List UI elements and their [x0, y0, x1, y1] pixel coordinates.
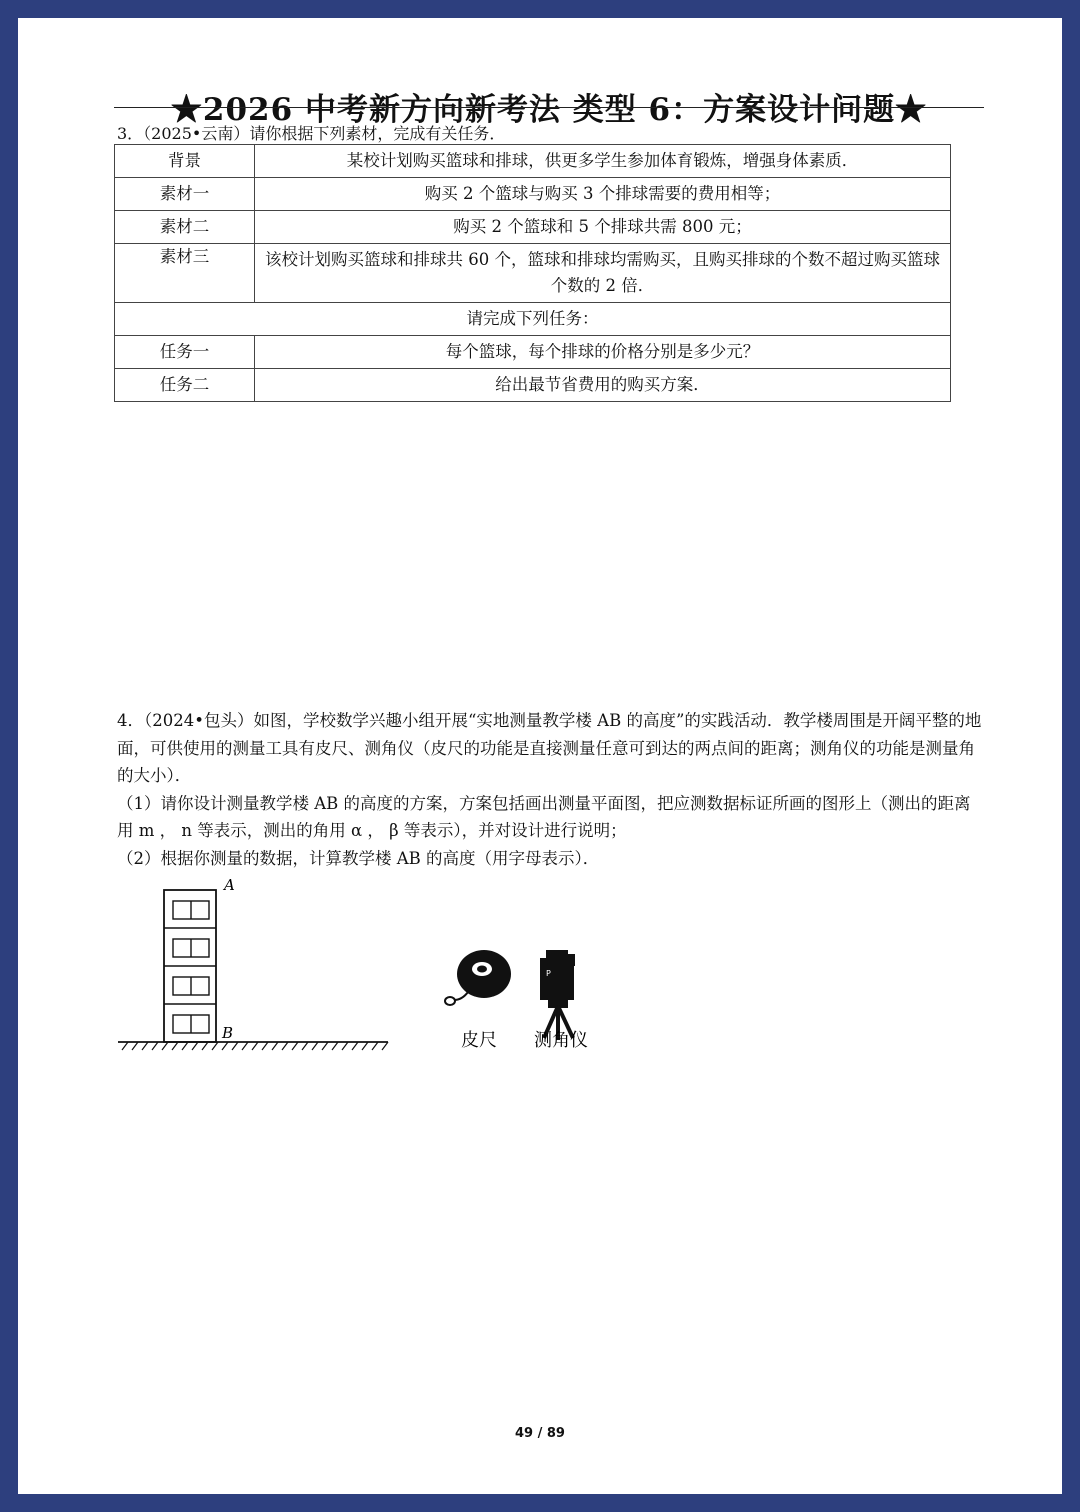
row-label: 素材二: [115, 211, 255, 244]
row-label: 素材一: [115, 178, 255, 211]
question-4-part-2: （2）根据你测量的数据，计算教学楼 AB 的高度（用字母表示）．: [117, 848, 600, 868]
task-header: 请完成下列任务：: [115, 303, 951, 336]
ground-line: [118, 1042, 388, 1050]
row-label: 背景: [115, 145, 255, 178]
table-row: [115, 178, 951, 211]
row-content: 某校计划购买篮球和排球，供更多学生参加体育锻炼，增强身体素质．: [255, 145, 951, 178]
svg-text:P: P: [546, 969, 551, 978]
title-underline: [114, 107, 984, 108]
building-diagram: [164, 890, 216, 1042]
table-row: [115, 369, 951, 402]
question-3-intro: 3．（2025•云南）请你根据下列素材，完成有关任务．: [117, 124, 506, 143]
row-content: 每个篮球，每个排球的价格分别是多少元？: [255, 336, 951, 369]
row-label: 素材三: [115, 244, 255, 303]
table-row: [115, 336, 951, 369]
row-label: 任务二: [115, 369, 255, 402]
row-content: 购买 2 个篮球和 5 个排球共需 800 元；: [255, 211, 951, 244]
point-a-label: A: [224, 878, 235, 894]
table-row: [115, 145, 951, 178]
page-title: ★2026 中考新方向新考法 类型 6：方案设计问题★: [170, 92, 928, 128]
point-b-label: B: [222, 1024, 234, 1042]
question-4-part-1: （1）请你设计测量教学楼 AB 的高度的方案，方案包括画出测量平面图，把应测数据标证所画的图形上（测出的距离用 m ， n 等表示，测出的角用 α ， β 等表示），并对设计进行说明；: [117, 793, 971, 840]
page: [18, 18, 1062, 1494]
tape-measure-icon: [445, 950, 511, 1005]
table-row: [115, 303, 951, 336]
row-content: 购买 2 个篮球与购买 3 个排球需要的费用相等；: [255, 178, 951, 211]
measurement-figure: [116, 878, 616, 1058]
row-content: 给出最节省费用的购买方案．: [255, 369, 951, 402]
theodolite-icon: [540, 950, 575, 1040]
table-row: [115, 244, 951, 303]
page-number: 49 / 89: [515, 1426, 565, 1441]
question-4-stem: 4．（2024•包头）如图，学校数学兴趣小组开展“实地测量教学楼 AB 的高度”的实践活动．教学楼周围是开阔平整的地面，可供使用的测量工具有皮尺、测角仪（皮尺的功能是直接测量任意可到达的两点间的距离；测角仪的功能是测量角的大小）．: [117, 711, 982, 785]
row-content: 该校计划购买篮球和排球共 60 个，篮球和排球均需购买，且购买排球的个数不超过购买篮球个数的 2 倍．: [255, 244, 951, 303]
table-row: [115, 211, 951, 244]
materials-table: [114, 144, 951, 402]
question-4: [117, 707, 987, 872]
tape-measure-label: 皮尺: [461, 1030, 497, 1051]
row-label: 任务一: [115, 336, 255, 369]
theodolite-label: 测角仪: [534, 1030, 588, 1051]
